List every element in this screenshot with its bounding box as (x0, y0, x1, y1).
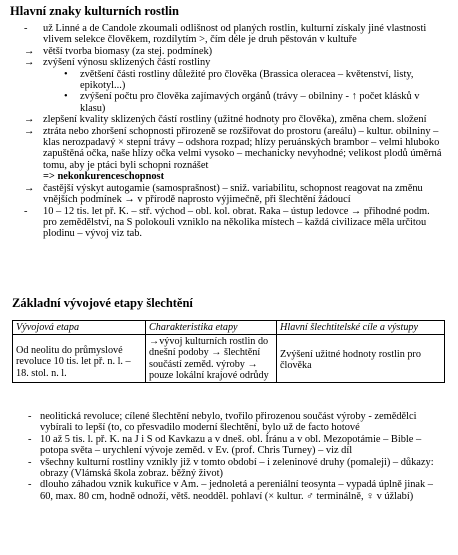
table-header-goals: Hlavní šlechtitelské cíle a výstupy (277, 321, 445, 335)
sub-list-item (64, 69, 444, 92)
arrow-icon: → (24, 114, 35, 126)
list-item-text: už Linné a de Candole zkoumali odlišnost od planých rostlin, kulturní získaly jiné vlastnosti vlivem selekce člověkem, rozdílytím >, čím déle je druh pěstován v kultuře (43, 23, 427, 46)
bullet: - (28, 456, 32, 468)
list-item (24, 126, 444, 172)
section-title-breeding-stages: Základní vývojové etapy šlechtění (12, 296, 193, 310)
bullet-dot-icon: • (64, 91, 68, 103)
table-cell-stage: Od neolitu do průmyslové revoluce 10 tis. let př. n. l. – 18. stol. n. l. (13, 335, 146, 383)
list-item-text: dlouho záhadou vznik kukuřice v Am. – jednoletá a pereniální teosynta – vypadá úplně jinak – 60, max. 80 cm, hodně odnoží, větš. neoddĕl. pohlaví (× kultur. ♂ terminálně, ♀ v úžlabí) (40, 479, 434, 502)
list-item-text: 10 – 12 tis. let př. K. – stř. východ – obl. kol. obrat. Raka – ústup ledovce → přihodné podm. pro zemědělství, na S polokouli vzniklo na několika místech – každá civilizace měla určitou plodinu – vývoj viz tab. (43, 205, 430, 240)
list-item-text: zvýšení počtu pro člověka zajímavých orgánů (trávy – obilniny - ↑ počet klásků v klasu) (80, 91, 420, 114)
section-title-main-traits: Hlavní znaky kulturních rostlin (10, 4, 179, 18)
arrow-icon: → (24, 57, 35, 69)
list-item (24, 57, 444, 68)
list-item-text: 10 až 5 tis. l. př. K. na J i S od Kavkazu a v dneš. obl. Íránu a v obl. Mezopotámie – Bible – potopa světa – urychlení vývoje zeměd. v Ev. (prof. Chris Turney) – viz díl (40, 433, 422, 457)
list-item-text: ztráta nebo zhoršení schopnosti přirozeně se rozšiřovat do prostoru (areálu) – kultur. obilniny – klas nerozpadavý × stepní trávy – odshora rozpad; hlízy peruánských brambor – velmi hluboko zapuštěná očka, naše hlízy očka velmi vysoko – mechanicky nevyhodné; velikost plodů úměrná tomu, aby je ptáci byli schopni roznášet (43, 125, 442, 171)
list-item (24, 183, 444, 206)
list-item (24, 23, 444, 46)
bullet: - (28, 433, 32, 445)
list-item (28, 434, 446, 457)
stages-notes-list (28, 411, 446, 502)
table-cell-characteristics: →vývoj kulturních rostlin do dnešní podoby → šlechtění součástí zeměd. výroby → pouze lokální krajové odrůdy (146, 335, 277, 383)
conclusion-text: => nekonkurenceschopnost (43, 171, 165, 183)
list-item-text: všechny kulturní rostliny vznikly již v tomto období – i zeleninové druhy (pomaleji) – důkazy: obrazy (Vlámská škola zobraz. běžný život) (40, 456, 434, 480)
list-item-text: zvýšení výnosu sklizených částí rostliny (43, 57, 211, 69)
list-item (28, 457, 446, 480)
breeding-stages-table (12, 320, 445, 383)
list-item (28, 479, 446, 502)
arrow-icon: → (24, 45, 35, 57)
sub-list-item (64, 91, 444, 114)
list-item (24, 206, 444, 240)
bullet: - (24, 23, 28, 34)
list-item-text: neolitická revoluce; cílené šlechtění nebylo, tvořilo přirozenou součást výroby - zemědělci vybírali to lepší (to, co přesvadilo moderní šlechtění, bylo už de facto hotové (40, 411, 417, 434)
table-cell-goals: Zvýšení užitné hodnoty rostlin pro člověka (277, 335, 445, 383)
list-item-text: větší tvorba biomasy (za stej. podmínek) (43, 45, 213, 57)
list-item (28, 411, 446, 434)
traits-list (24, 23, 444, 240)
list-item-text: častější výskyt autogamie (samosprašnost) – sniž. variabilitu, schopnost reagovat na změnu vnějších podmínek → v přírodě naprosto výjimečně, při šlechtění žádoucí (43, 182, 423, 206)
bullet: - (28, 411, 32, 422)
list-item-text: zvětšení části rostliny důležité pro člověka (Brassica oleracea – květenství, listy, epikotyl...) (80, 68, 414, 92)
arrow-icon: → (24, 125, 35, 137)
bullet-dot-icon: • (64, 68, 68, 80)
table-header-row (13, 321, 445, 335)
list-item (24, 114, 444, 125)
list-item-text: zlepšení kvality sklizených částí rostliny (užitné hodnoty pro člověka), změna chem. složení (43, 114, 427, 126)
bullet: - (28, 479, 32, 491)
bullet: - (24, 205, 28, 217)
table-header-characteristics: Charakteristika etapy (146, 321, 277, 335)
arrow-icon: → (24, 182, 35, 194)
table-header-stage: Vývojová etapa (13, 321, 146, 335)
list-item (24, 171, 444, 182)
table-row (13, 335, 445, 383)
list-item (24, 46, 444, 57)
